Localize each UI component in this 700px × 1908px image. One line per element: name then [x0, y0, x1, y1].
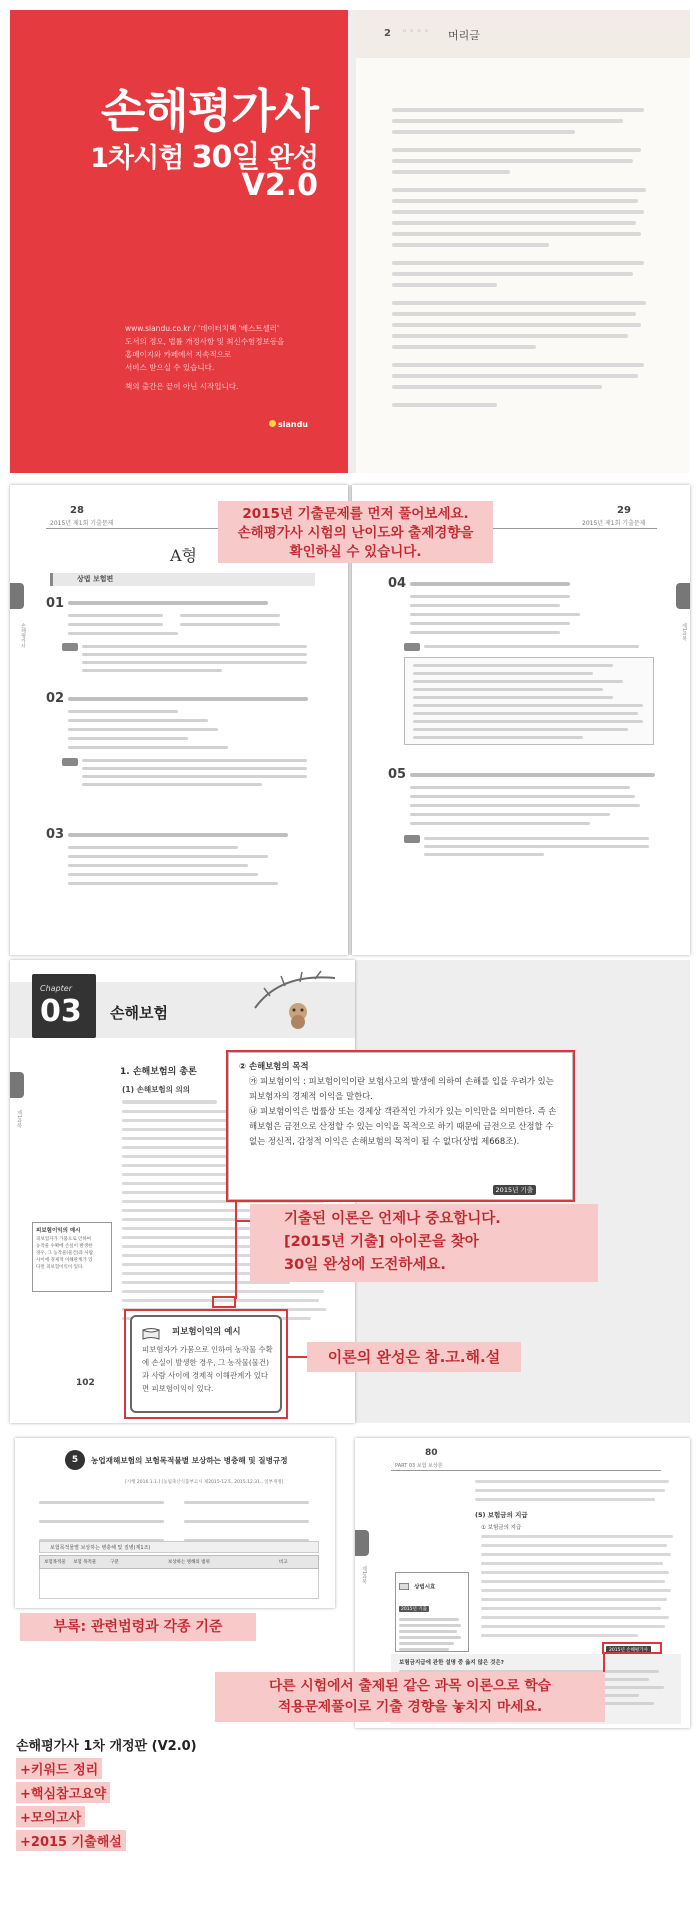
section-appendix-spread [10, 1428, 690, 1726]
footer-item: +키워드 정리 [16, 1758, 102, 1779]
answer-badge [62, 643, 78, 651]
practice-subitem: ① 보험금의 지급 [481, 1525, 522, 1531]
left-mini-box-line: 사이에 경제적 이해관계가 있 [36, 1258, 93, 1263]
theory-page-number: 102 [76, 1378, 95, 1388]
appendix-page [15, 1438, 335, 1608]
cover-title: 손해평가사 [100, 84, 318, 138]
cover-notice-line: 도서의 정오, 법률 개정사항 및 최신수험정보등을 [125, 337, 285, 346]
question-number: 05 [388, 767, 407, 782]
practice-body-top [475, 1480, 675, 1507]
table-caption-text: 보험목적물별 보상하는 병충해 및 질병(제1조) [50, 1545, 151, 1551]
chapter-label: Chapter [40, 984, 72, 993]
footer-item: +모의고사 [16, 1806, 85, 1827]
appendix-number: 5 [65, 1450, 85, 1470]
callout-theory: 이론의 완성은 참.고.해.설 [307, 1342, 521, 1372]
side-note-icon [399, 1583, 409, 1590]
cover-subtitle-post: 완성 [259, 143, 318, 174]
cover-page [10, 10, 348, 473]
practice-subsection: (5) 보험금의 지급 [475, 1511, 528, 1519]
callout-practice [215, 1672, 605, 1722]
side-note-badge: 2015년 기출 [401, 1607, 427, 1612]
callout-practice-line: 다른 시험에서 출제된 같은 과목 이론으로 학습 [268, 1678, 552, 1694]
exam-right-side-tab-text: 제1과목 [681, 623, 687, 642]
section-label-box [50, 573, 315, 586]
practice-side-tab-text: 제1과목 [361, 1566, 367, 1585]
exam-right-side-tab [676, 583, 690, 609]
preface-page [356, 10, 690, 473]
callout-badge-line: 30일 완성에 도전하세요. [284, 1257, 446, 1273]
cover-notice [125, 322, 325, 393]
practice-side-tab [355, 1530, 369, 1556]
badge-bottom: 2015년 손해평가사 [606, 1646, 651, 1654]
question-number: 04 [388, 576, 407, 591]
callout-exam-line: 2015년 기출문제를 먼저 풀어보세요. [242, 506, 469, 522]
table-caption [39, 1541, 319, 1553]
publisher-logo [269, 420, 308, 429]
zoom-item: ㉯ 피보험이익은 법률상 또는 경제상 객관적인 가치가 있는 이익만을 의미한다. 즉 손해보험은 금전으로 산정할 수 있는 이익을 목적으로 하기 때문에 금전으로 산정할 수 없는 정신적, 감정적 이익은 손해보험의 목적이 될 수 없다(상법 제668조). [249, 1106, 557, 1146]
highlight-box-practice-badge [602, 1642, 662, 1654]
appendix-title: 농업재해보험의 보험목적물별 보상하는 병충해 및 질병규정 [91, 1456, 288, 1465]
publisher-logo-icon [269, 420, 276, 427]
callout-badge-line: 기출된 이론은 언제나 중요합니다. [284, 1211, 501, 1227]
highlight-box-zoom [226, 1050, 575, 1202]
chapter-box [32, 974, 96, 1038]
left-mini-box-line: 농작물 수확에 손실이 발생한 [36, 1244, 93, 1249]
callout-badge-line: [2015년 기출] 아이콘을 찾아 [284, 1234, 479, 1250]
zoom-item: ㉮ 피보험이익 : 피보험이익이란 보험사고의 발생에 의하여 손해를 입을 우려가 있는 피보험자의 경제적 이익을 말한다. [249, 1076, 554, 1101]
table-header-cell: 구분 [110, 1560, 119, 1565]
badge-2015: 2015년 기출 [493, 1185, 536, 1195]
cover-subtitle-em: 30일 [191, 140, 260, 175]
preface-heading: 머리글 [448, 29, 480, 42]
chapter-illustration [250, 968, 340, 1030]
preface-page-number: 2 [384, 28, 391, 39]
appendix-sub: [시행 2016.1.1.] [농림축산식품부고시 제2015-12호, 2015.12.31., 일부개정] [125, 1480, 284, 1485]
chapter-title: 손해보험 [110, 1004, 168, 1022]
table-header-cell: 보상하는 병해의 범위 [167, 1560, 210, 1565]
exam-right-page-number: 29 [617, 505, 631, 516]
footer-item: +핵심참고요약 [16, 1782, 110, 1803]
callout-exam [218, 501, 493, 563]
callout-exam-line: 손해평가사 시험의 난이도와 출제경향을 [237, 525, 474, 541]
exam-right-header: 2015년 제1회 기출문제 [582, 520, 646, 527]
left-mini-box-title: 피보험이익의 예시 [36, 1228, 81, 1234]
appendix-table-body [39, 1569, 319, 1599]
practice-question-title: 보험금지급에 관한 설명 중 옳지 않은 것은? [399, 1660, 505, 1666]
section-theory-spread [10, 960, 690, 1423]
reference-box [404, 657, 654, 745]
footer-item: +2015 기출해설 [16, 1830, 126, 1851]
callout-exam-line: 확인하실 수 있습니다. [289, 544, 422, 560]
question-number: 03 [46, 827, 65, 842]
callout-appendix: 부록: 관련법령과 각종 기준 [20, 1613, 256, 1641]
publisher-name: siandu [277, 420, 308, 429]
table-header-cell: 보험목적물 [44, 1560, 66, 1565]
highlight-box-badge [212, 1296, 236, 1308]
exam-left-header: 2015년 제1회 기출문제 [50, 520, 114, 527]
cover-notice-line: 홈페이지와 카페에서 지속적으로 [125, 350, 232, 359]
zoom-heading: ② 손해보험의 목적 [239, 1061, 309, 1071]
left-mini-box [32, 1222, 112, 1292]
highlight-box-note [124, 1309, 288, 1419]
exam-side-tab-text: 손해평가사 [20, 623, 26, 648]
left-mini-box-line: 경우, 그 농작물(물건)과 사람 [36, 1251, 94, 1256]
theory-side-tab [10, 1072, 24, 1098]
subheading: (1) 손해보험의 의의 [122, 1085, 191, 1094]
note-box-text: 피보험자가 가뭄으로 인하여 농작물 수확에 손실이 발생한 경우, 그 농작물(물건)과 사람 사이에 경제적 이해관계가 있다면 피보험이익이 있다. [142, 1345, 273, 1393]
cover-notice-line: 책의 출간은 끝이 아닌 시작입니다. [125, 382, 239, 391]
cover-notice-line: www.siandu.co.kr / '데이터치백 '베스트셀러' [125, 324, 280, 333]
preface-body [392, 108, 654, 414]
practice-page-number: 80 [425, 1448, 438, 1458]
section-heading: 1. 손해보험의 총론 [120, 1067, 197, 1077]
chapter-number: 03 [40, 994, 82, 1029]
appendix-table-header [39, 1555, 319, 1569]
theory-side-tab-text: 제1과목 [16, 1110, 22, 1129]
answer-box [62, 643, 312, 679]
practice-header: PART 03 보험 보상론 [395, 1463, 443, 1469]
footer-block [16, 1735, 316, 1900]
section-cover-spread [10, 10, 690, 473]
question-number: 01 [46, 596, 65, 611]
left-mini-box-line: 다면 피보험이익이 있다. [36, 1265, 84, 1270]
cover-subtitle-pre: 1차시험 [90, 143, 192, 174]
cover-notice-line: 서비스 받으실 수 있습니다. [125, 363, 215, 372]
left-mini-box-line: 피보험자가 가뭄으로 인하여 [36, 1237, 92, 1242]
exam-side-tab [10, 583, 24, 609]
section-label: 상법 보험편 [77, 575, 114, 583]
footer-title: 손해평가사 1차 개정판 (V2.0) [16, 1739, 197, 1754]
note-box-title: 피보험이익의 예시 [172, 1327, 241, 1337]
table-header-cell: 비고 [278, 1560, 288, 1565]
exam-type-label: A형 [170, 546, 198, 565]
callout-badge [250, 1204, 598, 1282]
side-note-title: 상법시효 [414, 1584, 436, 1591]
cover-version: V2.0 [241, 168, 318, 203]
practice-body [481, 1535, 677, 1643]
section-exam-spread [10, 485, 690, 955]
side-note-box [395, 1572, 469, 1652]
exam-left-page-number: 28 [70, 505, 84, 516]
question-number: 02 [46, 691, 65, 706]
preface-dots: ◦◦◦◦ [402, 27, 432, 37]
table-header-cell: 보험 목적물 [73, 1560, 97, 1565]
callout-practice-line: 적용문제풀이로 기출 경향을 놓치지 마세요. [277, 1699, 543, 1715]
